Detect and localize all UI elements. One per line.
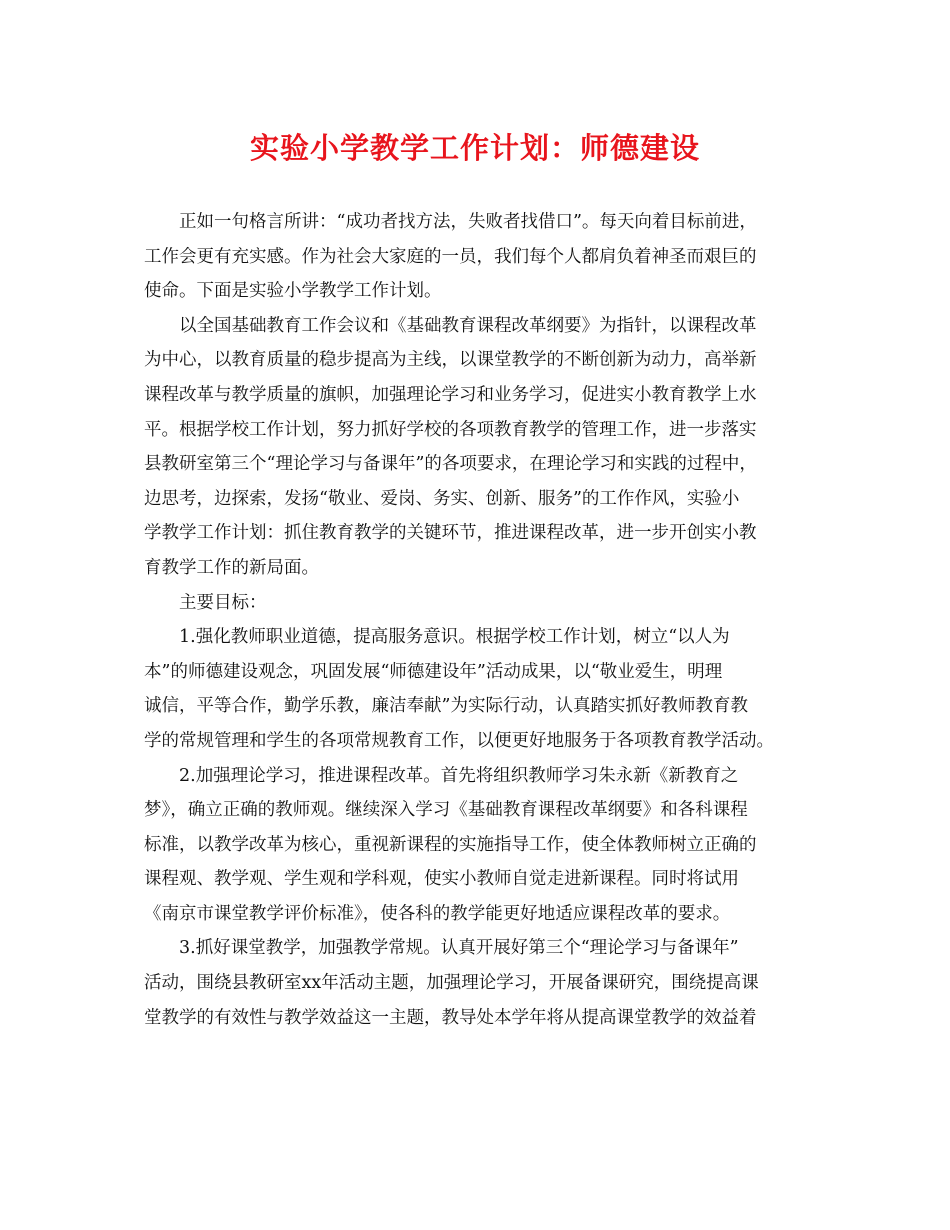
body-text-line: 1.强化教师职业道德，提高服务意识。根据学校工作计划，树立“以人为: [179, 627, 730, 648]
body-text-line: 主要目标：: [179, 592, 267, 613]
body-text-line: 为中心，以教育质量的稳步提高为主线，以课堂教学的不断创新为动力，高举新: [144, 350, 757, 371]
body-text-line: 2.加强理论学习，推进课程改革。首先将组织教师学习朱永新《新教育之: [179, 765, 739, 786]
body-text-line: 本”的师德建设观念，巩固发展“师德建设年”活动成果，以“敬业爱生，明理: [144, 661, 723, 682]
document-body: [144, 205, 809, 1035]
body-text-line: 以全国基础教育工作会议和《基础教育课程改革纲要》为指针，以课程改革: [179, 315, 757, 336]
body-text-line: 《南京市课堂教学评价标准》，使各科的教学能更好地适应课程改革的要求。: [144, 903, 731, 924]
body-text-line: 平。根据学校工作计划，努力抓好学校的各项教育教学的管理工作，进一步落实: [144, 419, 757, 440]
body-text-line: 正如一句格言所讲：“成功者找方法，失败者找借口”。每天向着目标前进，: [179, 212, 757, 232]
body-text-line: 育教学工作的新局面。: [144, 557, 319, 578]
body-text-line: 3.抓好课堂教学，加强教学常规。认真开展好第三个“理论学习与备课年”: [179, 938, 739, 959]
body-text-line: 边思考，边探索，发扬“敬业、爱岗、务实、创新、服务”的工作作风，实验小: [144, 488, 740, 509]
body-text-line: 使命。下面是实验小学教学工作计划。: [144, 281, 442, 302]
body-text-line: 县教研室第三个“理论学习与备课年”的各项要求，在理论学习和实践的过程中，: [144, 454, 757, 475]
body-text-line: 学教学工作计划：抓住教育教学的关键环节，推进课程改革，进一步开创实小教: [144, 523, 757, 544]
body-text-line: 标准，以教学改革为核心，重视新课程的实施指导工作，使全体教师树立正确的: [144, 834, 757, 855]
body-text-line: 课程观、教学观、学生观和学科观，使实小教师自觉走进新课程。同时将试用: [144, 869, 739, 890]
body-text-line: 梦》，确立正确的教师观。继续深入学习《基础教育课程改革纲要》和各科课程: [144, 800, 748, 821]
body-text-line: 课程改革与教学质量的旗帜，加强理论学习和业务学习，促进实小教育教学上水: [144, 384, 757, 405]
body-text-line: 活动，围绕县教研室xx年活动主题，加强理论学习，开展备课研究，围绕提高课: [144, 973, 759, 994]
document-title: 实验小学教学工作计划：师德建设: [249, 131, 700, 165]
body-text-line: 工作会更有充实感。作为社会大家庭的一员，我们每个人都肩负着神圣而艰巨的: [144, 246, 757, 267]
body-text-line: 诚信，平等合作，勤学乐教，廉洁奉献”为实际行动，认真踏实抓好教师教育教: [144, 696, 748, 717]
body-text-line: 堂教学的有效性与教学效益这一主题，教导处本学年将从提高课堂教学的效益着: [144, 1007, 757, 1028]
body-text-line: 学的常规管理和学生的各项常规教育工作，以便更好地服务于各项教育教学活动。: [144, 730, 774, 751]
